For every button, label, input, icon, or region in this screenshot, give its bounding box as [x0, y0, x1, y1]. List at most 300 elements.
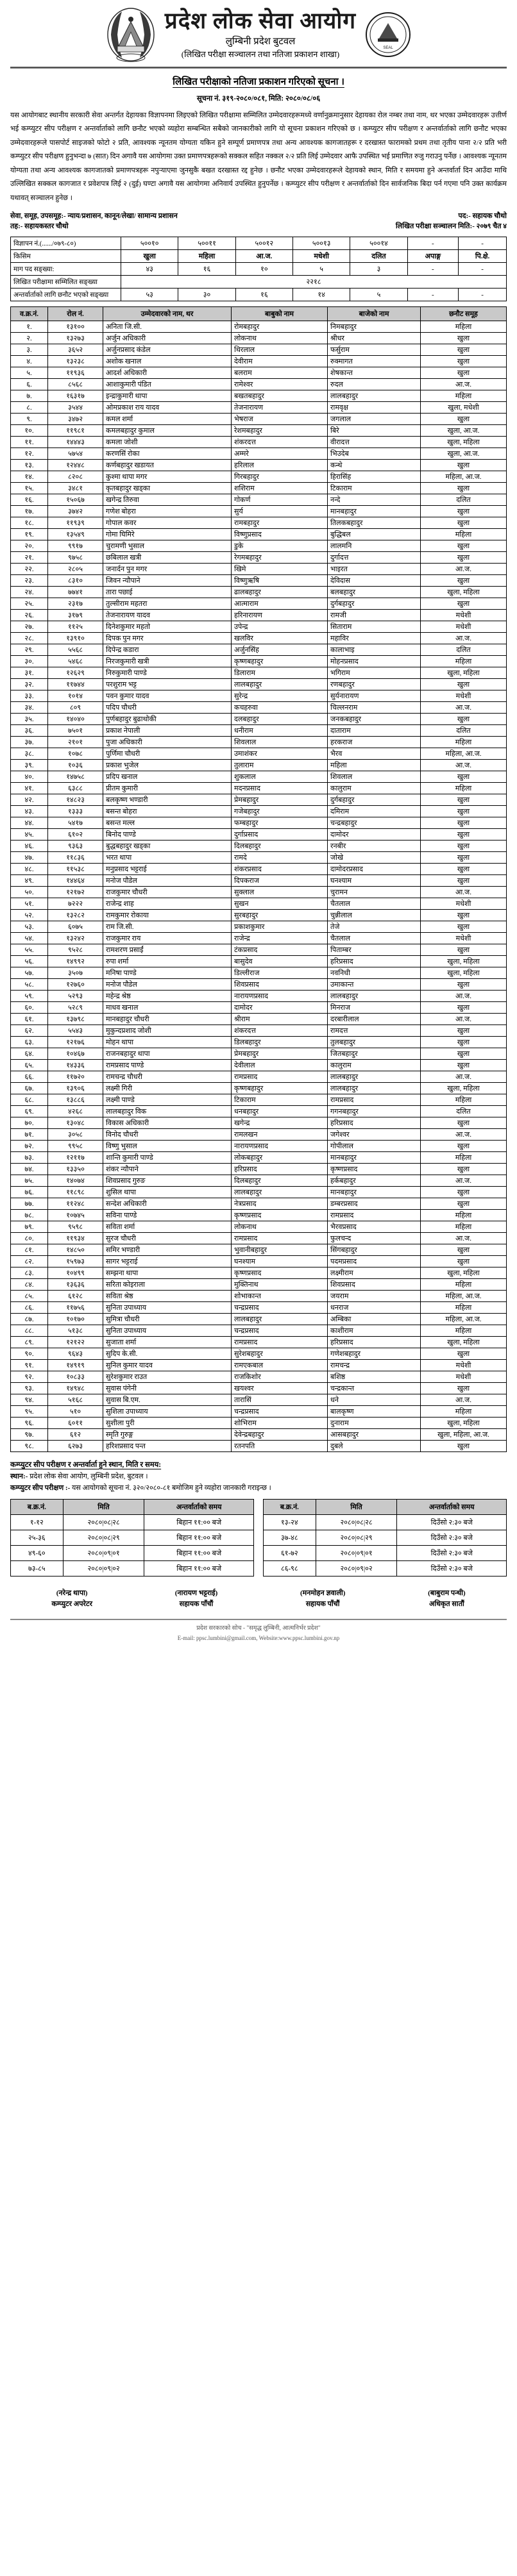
- candidate-cell-sn: १.: [11, 321, 48, 333]
- candidate-cell-gf: लक्ष्मीराम: [328, 1267, 421, 1279]
- table-row: [11, 910, 507, 921]
- candidate-cell-nm: राम जि.सी.: [103, 921, 232, 933]
- candidate-cell-fa: अर्जुनसिंह: [232, 644, 328, 656]
- candidate-cell-grp: आ.ज.: [421, 1014, 507, 1025]
- candidate-cell-nm: मनोज पौडेल: [103, 875, 232, 887]
- candidate-cell-gf: हर्कबहादुर: [328, 1175, 421, 1187]
- schedule-cell: बिहान ११:०० बजे: [144, 1515, 254, 1530]
- candidate-cell-gf: रुदल: [328, 379, 421, 390]
- candidate-cell-roll: ११९३६: [48, 367, 103, 379]
- candidate-cell-nm: सुशिला उपाध्याय: [103, 1406, 232, 1418]
- candidate-cell-roll: ३६५२: [48, 344, 103, 356]
- level-examdate-row: [10, 221, 507, 231]
- candidate-column-header: छनौट समूह: [421, 307, 507, 321]
- candidate-cell-nm: माधव खनाल: [103, 1002, 232, 1014]
- schedule-cell: १-१२: [11, 1515, 64, 1530]
- candidate-cell-roll: ९९१७: [48, 540, 103, 552]
- table-row: [11, 437, 507, 448]
- candidate-cell-sn: ४९.: [11, 875, 48, 887]
- table-row: [11, 356, 507, 367]
- selected-label: अन्तर्वार्ताको लागि छनौट भएको सङ्ख्या: [11, 289, 121, 301]
- candidate-cell-roll: ९५२८: [48, 944, 103, 956]
- org-name: प्रदेश लोक सेवा आयोग: [164, 8, 357, 34]
- candidate-cell-fa: लोकनाथ: [232, 1221, 328, 1233]
- table-row: [11, 760, 507, 771]
- signatory-name: (मनमोहन ज्ञवाली): [300, 1589, 346, 1598]
- candidate-cell-grp: खुला: [421, 1187, 507, 1198]
- candidate-cell-nm: रामचन्द्र चौधरी: [103, 1071, 232, 1083]
- candidate-cell-gf: धनराज: [328, 1302, 421, 1314]
- table-row: [11, 991, 507, 1002]
- candidate-cell-grp: खुला: [421, 356, 507, 367]
- candidate-cell-fa: फम्बहादुर: [232, 817, 328, 829]
- candidate-cell-sn: ५९.: [11, 991, 48, 1002]
- candidate-cell-nm: चुरामणी भुसाल: [103, 540, 232, 552]
- table-row: [11, 1441, 507, 1452]
- service-post-row: [10, 211, 507, 221]
- candidate-cell-fa: भुवानीबहादुर: [232, 1244, 328, 1256]
- candidate-cell-nm: शिवप्रसाद गुरुङ: [103, 1175, 232, 1187]
- schedule-row-morning: [11, 1546, 254, 1561]
- candidate-cell-nm: सुवास पंगेनी: [103, 1383, 232, 1394]
- table-row: [11, 1291, 507, 1302]
- candidate-cell-fa: नारायणप्रसाद: [232, 991, 328, 1002]
- candidate-cell-roll: ५५६८: [48, 644, 103, 656]
- candidate-cell-roll: १४९९२: [48, 956, 103, 967]
- candidate-cell-roll: १०१४: [48, 690, 103, 702]
- candidate-cell-fa: सुरेन्द्र: [232, 690, 328, 702]
- candidate-cell-grp: आ.ज.: [421, 760, 507, 771]
- candidate-cell-sn: ३८.: [11, 748, 48, 760]
- candidate-cell-roll: १२१७२: [48, 887, 103, 898]
- candidate-cell-sn: ५.: [11, 367, 48, 379]
- table-row: [11, 1198, 507, 1210]
- candidate-cell-sn: २६.: [11, 610, 48, 621]
- table-row: [11, 771, 507, 783]
- candidate-cell-fa: लालबहादुर: [232, 1187, 328, 1198]
- candidate-cell-sn: ७३.: [11, 1152, 48, 1164]
- adv-cell: १०: [235, 263, 292, 276]
- candidate-cell-sn: ४२.: [11, 794, 48, 806]
- table-row: [11, 1348, 507, 1360]
- candidate-cell-grp: मधेशी: [421, 610, 507, 621]
- candidate-cell-roll: ९३६३: [48, 841, 103, 852]
- candidate-cell-fa: नारायणप्रसाद: [232, 1141, 328, 1152]
- candidate-cell-sn: ६.: [11, 379, 48, 390]
- candidate-cell-fa: गजेबहादुर: [232, 806, 328, 817]
- candidate-cell-sn: ९.: [11, 414, 48, 425]
- candidate-cell-sn: १८.: [11, 517, 48, 529]
- candidate-cell-sn: ५४.: [11, 933, 48, 944]
- candidate-cell-fa: देवीराम: [232, 356, 328, 367]
- candidate-cell-gf: लालबहादुर: [328, 390, 421, 402]
- candidate-cell-gf: पिताम्बर: [328, 944, 421, 956]
- candidate-cell-nm: कमलबहादुर कुमाल: [103, 425, 232, 437]
- candidate-cell-roll: १४९४८: [48, 1383, 103, 1394]
- candidate-cell-grp: खुला: [421, 333, 507, 344]
- candidate-cell-gf: हरिप्रसाद: [328, 1117, 421, 1129]
- table-row: [11, 1129, 507, 1141]
- candidate-cell-fa: बखतबहादुर: [232, 390, 328, 402]
- schedule-cell: २०८०|०९|०२: [63, 1561, 144, 1577]
- candidate-cell-nm: राजकुमार चौधरी: [103, 887, 232, 898]
- signatory-post: कम्प्युटर अपरेटर: [51, 1600, 92, 1609]
- candidate-cell-nm: विकास अधिकारी: [103, 1117, 232, 1129]
- candidate-cell-nm: मनोज पौडेल: [103, 979, 232, 991]
- candidate-cell-grp: महिला: [421, 737, 507, 748]
- candidate-cell-gf: फुलचन्द: [328, 1233, 421, 1244]
- candidate-cell-fa: भेषराज: [232, 414, 328, 425]
- candidate-cell-fa: लालबहादुर: [232, 1314, 328, 1325]
- candidate-cell-fa: चन्द्रप्रसाद: [232, 1325, 328, 1337]
- candidate-cell-nm: अर्जुन अधिकारी: [103, 333, 232, 344]
- schedule-row-afternoon: [264, 1546, 507, 1561]
- adv-cell: अपाङ्ग: [407, 250, 459, 263]
- candidate-cell-grp: खुला, महिला, आ.ज.: [421, 1429, 507, 1441]
- candidate-cell-sn: ६०.: [11, 1002, 48, 1014]
- candidate-cell-roll: ९७५८: [48, 552, 103, 564]
- candidate-cell-roll: ११७४४: [48, 679, 103, 690]
- candidate-cell-roll: ११८३६: [48, 852, 103, 864]
- page-footer: [10, 1623, 507, 1643]
- candidate-cell-sn: ३३.: [11, 690, 48, 702]
- candidate-cell-gf: सिंगबहादुर: [328, 1244, 421, 1256]
- candidate-cell-gf: गोपीलाल: [328, 1141, 421, 1152]
- adv-cell: पि.क्षे.: [459, 250, 507, 263]
- candidate-cell-gf: मानबहादुर: [328, 1152, 421, 1164]
- candidate-cell-roll: १२१२२: [48, 1337, 103, 1348]
- candidate-cell-roll: १०७४५: [48, 1210, 103, 1221]
- candidate-cell-fa: रामएकबाल: [232, 1360, 328, 1371]
- candidate-cell-nm: निरजकुमारी खत्री: [103, 656, 232, 667]
- candidate-cell-grp: खुला: [421, 1141, 507, 1152]
- candidate-cell-roll: १३७९८: [48, 1014, 103, 1025]
- candidate-cell-fa: बलराम: [232, 367, 328, 379]
- adv-cell: दलित: [350, 250, 407, 263]
- candidate-cell-grp: आ.ज.: [421, 887, 507, 898]
- table-row: [11, 841, 507, 852]
- candidate-cell-nm: रामप्रसाद पाण्डे: [103, 1060, 232, 1071]
- candidate-cell-sn: ६४.: [11, 1048, 48, 1060]
- candidate-cell-roll: ५४६८: [48, 656, 103, 667]
- candidate-cell-nm: कर्णबहादुर खडायत: [103, 460, 232, 471]
- candidate-cell-roll: १०७८: [48, 748, 103, 760]
- candidate-cell-gf: जितबहादुर: [328, 1048, 421, 1060]
- candidate-cell-roll: २३१७: [48, 598, 103, 610]
- candidate-cell-gf: मोहनप्रसाद: [328, 656, 421, 667]
- schedule-column-header: ब.क्र.नं.: [264, 1500, 316, 1515]
- candidate-cell-grp: खुला: [421, 1002, 507, 1014]
- interview-schedule-wrap: [10, 1499, 507, 1577]
- skill-test-note: [10, 1483, 507, 1493]
- candidate-cell-roll: १२११७: [48, 1152, 103, 1164]
- candidate-cell-grp: दलित: [421, 494, 507, 506]
- table-row: [11, 933, 507, 944]
- candidate-cell-gf: तिलकबहादुर: [328, 517, 421, 529]
- candidate-cell-fa: रामप्रसाद: [232, 1071, 328, 1083]
- table-row: [11, 552, 507, 564]
- schedule-column-header: मिति: [63, 1500, 144, 1515]
- schedule-row-morning: [11, 1530, 254, 1546]
- schedule-row-morning: [11, 1515, 254, 1530]
- candidate-cell-roll: ६२७३: [48, 1441, 103, 1452]
- adv-row-label: माग पद सङ्ख्या:: [11, 263, 121, 276]
- table-row: [11, 690, 507, 702]
- candidate-cell-roll: ११२५: [48, 621, 103, 633]
- candidate-cell-sn: ९२.: [11, 1371, 48, 1383]
- candidate-cell-sn: ५५.: [11, 944, 48, 956]
- candidate-cell-roll: ७७४१: [48, 587, 103, 598]
- candidate-cell-gf: कालुराम: [328, 783, 421, 794]
- candidate-cell-roll: ११९३९: [48, 517, 103, 529]
- schedule-place: [10, 1471, 507, 1481]
- schedule-cell: ७३-८५: [11, 1561, 64, 1577]
- candidate-cell-nm: सविना पाण्डे: [103, 1210, 232, 1221]
- table-row: [11, 921, 507, 933]
- candidate-cell-gf: चुरामन: [328, 887, 421, 898]
- candidate-cell-sn: ६२.: [11, 1025, 48, 1037]
- candidate-cell-nm: सुशीला पुरी: [103, 1418, 232, 1429]
- candidate-cell-nm: निरुकुमारी पाण्डे: [103, 667, 232, 679]
- table-row: [11, 598, 507, 610]
- candidate-cell-grp: दलित: [421, 1106, 507, 1117]
- candidate-cell-nm: मोहन थापा: [103, 1037, 232, 1048]
- candidate-cell-grp: खुला, आ.ज.: [421, 448, 507, 460]
- candidate-cell-roll: १०४९९: [48, 1267, 103, 1279]
- candidate-cell-fa: अम्मरे: [232, 448, 328, 460]
- table-row: [11, 1164, 507, 1175]
- candidate-cell-roll: ११९३४: [48, 1233, 103, 1244]
- candidate-cell-roll: ८०९: [48, 702, 103, 714]
- candidate-cell-nm: विष्णु भुसाल: [103, 1141, 232, 1152]
- candidate-column-header: उम्मेदवारको नाम, थर: [103, 307, 232, 321]
- candidate-cell-fa: विष्णुऋषि: [232, 575, 328, 587]
- candidate-cell-sn: ९८.: [11, 1441, 48, 1452]
- schedule-cell: ६१-७२: [264, 1546, 316, 1561]
- candidate-cell-sn: २४.: [11, 587, 48, 598]
- candidate-cell-grp: खुला: [421, 841, 507, 852]
- candidate-cell-sn: ४.: [11, 356, 48, 367]
- candidate-cell-gf: दमिराम: [328, 806, 421, 817]
- candidate-cell-fa: प्रेमबहादुर: [232, 794, 328, 806]
- candidate-cell-grp: खुला: [421, 1060, 507, 1071]
- candidate-cell-grp: महिला: [421, 390, 507, 402]
- org-branch: (लिखित परीक्षा सञ्चालन तथा नतिजा प्रकाशन शाखा): [181, 49, 340, 59]
- candidate-cell-grp: खुला, महिला: [421, 956, 507, 967]
- signatory: [300, 1588, 345, 1609]
- candidate-cell-fa: डिलाराम: [232, 667, 328, 679]
- candidate-cell-grp: खुला, महिला: [421, 587, 507, 598]
- candidate-cell-sn: २७.: [11, 621, 48, 633]
- candidate-cell-sn: ६५.: [11, 1060, 48, 1071]
- candidate-cell-nm: तेजनारायण यादव: [103, 610, 232, 621]
- candidate-cell-sn: ९१.: [11, 1360, 48, 1371]
- candidate-cell-sn: ३६.: [11, 725, 48, 737]
- candidate-cell-nm: मुकुन्दप्रशाद जोशी: [103, 1025, 232, 1037]
- schedule-cell: २०८०|०९|०२: [316, 1561, 397, 1577]
- table-row: [11, 379, 507, 390]
- candidate-cell-roll: ७२२२: [48, 898, 103, 910]
- candidate-cell-fa: देवीलाल: [232, 1060, 328, 1071]
- schedule-cell: ४९-६०: [11, 1546, 64, 1561]
- candidate-cell-roll: ३५०७: [48, 967, 103, 979]
- candidate-cell-grp: खुला: [421, 921, 507, 933]
- candidate-cell-grp: खुला, महिला: [421, 1083, 507, 1094]
- selected-count-row: [11, 289, 507, 301]
- table-row: [11, 783, 507, 794]
- candidate-cell-fa: टंकप्रसाद: [232, 944, 328, 956]
- adv-cell: मधेशी: [292, 250, 350, 263]
- candidate-cell-grp: महिला: [421, 1152, 507, 1164]
- candidate-cell-nm: छबिलाल खत्री: [103, 552, 232, 564]
- table-row: [11, 1048, 507, 1060]
- adv-cell: आ.ज.: [235, 250, 292, 263]
- candidate-cell-nm: राजनबहादुर थापा: [103, 1048, 232, 1060]
- candidate-cell-gf: चन्द्रकान्त: [328, 1383, 421, 1394]
- candidate-cell-nm: शुसिल थापा: [103, 1187, 232, 1198]
- candidate-cell-sn: ६६.: [11, 1071, 48, 1083]
- candidate-cell-gf: भाइरत: [328, 564, 421, 575]
- candidate-cell-roll: १५९७३: [48, 1256, 103, 1267]
- table-row: [11, 1418, 507, 1429]
- candidate-cell-nm: सागर भट्टराई: [103, 1256, 232, 1267]
- candidate-cell-fa: हरिलाल: [232, 460, 328, 471]
- candidate-cell-gf: काशीराम: [328, 1325, 421, 1337]
- table-row: [11, 402, 507, 414]
- schedule-cell: दिउँसो २:३० बजे: [397, 1561, 507, 1577]
- table-row: [11, 321, 507, 333]
- commission-seal-icon: [365, 12, 411, 58]
- candidate-cell-sn: ४१.: [11, 783, 48, 794]
- candidate-cell-grp: मधेशी: [421, 1371, 507, 1383]
- candidate-cell-roll: ५५४३: [48, 1025, 103, 1037]
- candidate-cell-sn: ११.: [11, 437, 48, 448]
- candidate-cell-nm: गोमा घिमिरे: [103, 529, 232, 540]
- candidate-cell-nm: हरिशप्रसाद पन्त: [103, 1441, 232, 1452]
- candidate-cell-sn: २९.: [11, 644, 48, 656]
- candidate-cell-grp: खुला: [421, 506, 507, 517]
- candidate-cell-sn: ३७.: [11, 737, 48, 748]
- candidate-cell-grp: मधेशी: [421, 898, 507, 910]
- candidate-cell-gf: गणेशबहादुर: [328, 1348, 421, 1360]
- candidate-cell-roll: ११९८१: [48, 425, 103, 437]
- candidate-cell-nm: राजेन्द्र शाह: [103, 898, 232, 910]
- adv-cell: ३: [350, 263, 407, 276]
- candidate-cell-gf: श्रीधर: [328, 333, 421, 344]
- candidate-cell-sn: ९५.: [11, 1406, 48, 1418]
- candidate-cell-sn: ३५.: [11, 714, 48, 725]
- interview-schedule-morning-table: [10, 1499, 254, 1577]
- candidate-cell-nm: खगेन्द्र तिरुवा: [103, 494, 232, 506]
- candidate-cell-sn: २५.: [11, 598, 48, 610]
- candidate-cell-gf: मानबहादुर: [328, 1187, 421, 1198]
- candidate-cell-gf: महाविर: [328, 633, 421, 644]
- candidate-cell-grp: खुला, महिला: [421, 967, 507, 979]
- signatory: [428, 1588, 465, 1609]
- candidate-cell-roll: १३३३: [48, 806, 103, 817]
- table-row: [11, 656, 507, 667]
- signatory-post: सहायक पाँचौं: [179, 1600, 214, 1609]
- adv-cell: ५००११: [178, 237, 235, 250]
- candidate-cell-nm: मनिषा पाण्डे: [103, 967, 232, 979]
- candidate-cell-sn: ५६.: [11, 956, 48, 967]
- selected-cell: ५३: [121, 289, 178, 301]
- candidate-cell-grp: महिला: [421, 656, 507, 667]
- candidate-cell-gf: भगिराम: [328, 667, 421, 679]
- schedule-row-afternoon: [264, 1515, 507, 1530]
- table-row: [11, 633, 507, 644]
- table-row: [11, 448, 507, 460]
- table-row: [11, 367, 507, 379]
- candidate-cell-roll: ५१०: [48, 1406, 103, 1418]
- table-row: [11, 1014, 507, 1025]
- candidate-cell-grp: खुला: [421, 875, 507, 887]
- table-row: [11, 1152, 507, 1164]
- candidate-cell-fa: दलबहादुर: [232, 714, 328, 725]
- candidate-cell-grp: खुला: [421, 540, 507, 552]
- table-row: [11, 494, 507, 506]
- candidate-cell-nm: पुर्णिमा चौधरी: [103, 748, 232, 760]
- candidate-cell-grp: आ.ज.: [421, 991, 507, 1002]
- candidate-cell-roll: १४०४०: [48, 714, 103, 725]
- candidate-cell-nm: जिवन न्यौपाने: [103, 575, 232, 587]
- candidate-cell-gf: दुबले: [328, 1441, 421, 1452]
- candidate-cell-fa: शोभाकान्त: [232, 1291, 328, 1302]
- candidate-cell-sn: २.: [11, 333, 48, 344]
- candidate-cell-nm: जनार्दन पुन मगर: [103, 564, 232, 575]
- candidate-cell-nm: परशुराम भट्ट: [103, 679, 232, 690]
- candidate-cell-grp: आ.ज.: [421, 702, 507, 714]
- candidate-cell-sn: ८५.: [11, 1291, 48, 1302]
- candidate-cell-gf: तुलबहादुर: [328, 1037, 421, 1048]
- candidate-cell-nm: पुर्णबहादुर बुढाथोकी: [103, 714, 232, 725]
- candidate-cell-gf: हिरासिंह: [328, 471, 421, 483]
- candidate-cell-sn: ६१.: [11, 1014, 48, 1025]
- candidate-cell-nm: सुनिता उपाध्याय: [103, 1325, 232, 1337]
- candidate-cell-nm: सविता शर्मा: [103, 1221, 232, 1233]
- candidate-cell-fa: डिलबहादुर: [232, 1037, 328, 1048]
- candidate-cell-roll: १०८३३: [48, 1371, 103, 1383]
- candidate-cell-gf: चैतलाल: [328, 898, 421, 910]
- candidate-cell-nm: कृतबहादुर खड्का: [103, 483, 232, 494]
- candidate-cell-sn: ४७.: [11, 852, 48, 864]
- candidate-cell-gf: रणबहादुर: [328, 679, 421, 690]
- candidate-cell-grp: खुला: [421, 944, 507, 956]
- candidate-cell-roll: ११८९८: [48, 1187, 103, 1198]
- candidate-cell-nm: सरिता कोइराला: [103, 1279, 232, 1291]
- candidate-cell-grp: मधेशी: [421, 621, 507, 633]
- candidate-cell-grp: आ.ज.: [421, 564, 507, 575]
- candidate-cell-grp: महिला, आ.ज.: [421, 1291, 507, 1302]
- schedule-column-header: अन्तर्वार्ताको समय: [397, 1500, 507, 1515]
- table-row: [11, 898, 507, 910]
- candidate-cell-roll: १४४६४: [48, 875, 103, 887]
- candidate-cell-nm: राजकुमार राय: [103, 933, 232, 944]
- candidate-cell-roll: १२७६०: [48, 979, 103, 991]
- header-divider: [10, 67, 507, 69]
- candidate-cell-grp: खुला: [421, 598, 507, 610]
- candidate-cell-sn: ९४.: [11, 1394, 48, 1406]
- table-row: [11, 1175, 507, 1187]
- candidate-cell-nm: अशोक खनाल: [103, 356, 232, 367]
- candidate-cell-roll: ८३१०: [48, 575, 103, 587]
- candidate-cell-fa: खगेन्द्र: [232, 1117, 328, 1129]
- candidate-cell-gf: नवनिधी: [328, 967, 421, 979]
- candidate-cell-grp: महिला: [421, 783, 507, 794]
- candidate-cell-grp: खुला, महिला: [421, 1337, 507, 1348]
- candidate-cell-roll: १५०६७: [48, 494, 103, 506]
- candidate-cell-sn: ३२.: [11, 679, 48, 690]
